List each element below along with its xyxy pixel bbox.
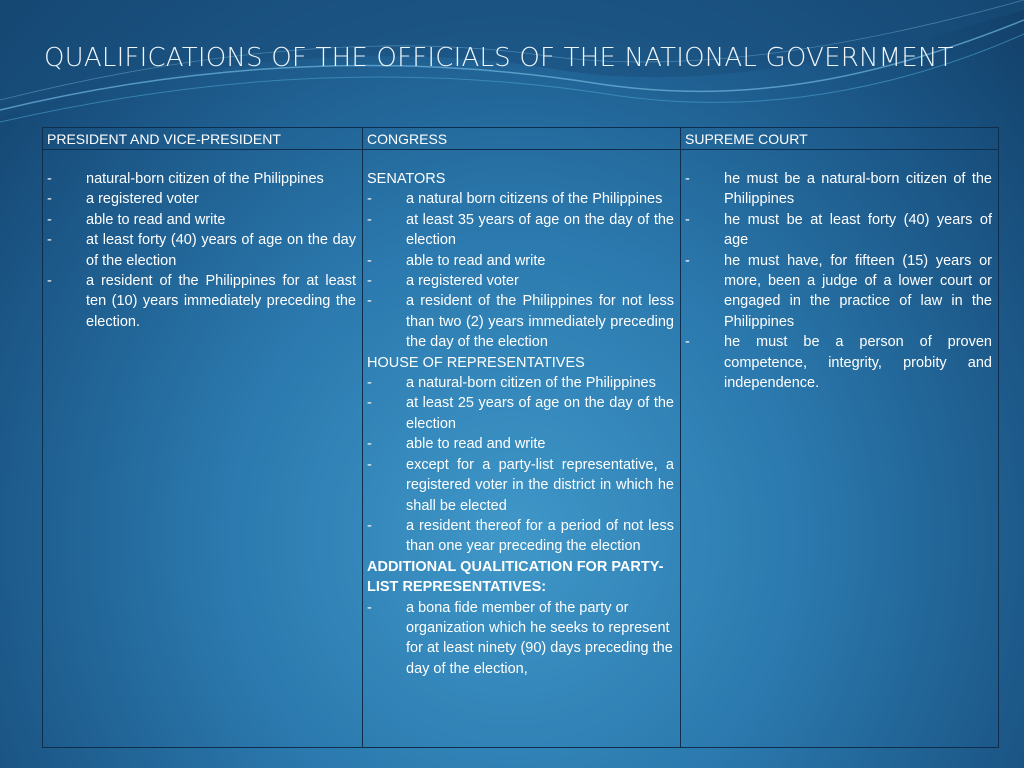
column-header-president: PRESIDENT AND VICE-PRESIDENT [43, 128, 363, 150]
additional-qualification-heading: ADDITIONAL QUALITICATION FOR PARTY-LIST REPRESENTATIVES: [367, 558, 664, 596]
house-heading: HOUSE OF REPRESENTATIVES [367, 354, 585, 371]
page-title: QUALIFICATIONS OF THE OFFICIALS OF THE NATIONAL GOVERNMENT [44, 43, 954, 73]
president-column [43, 150, 363, 747]
list-item: - a resident of the Philippines for at least ten (10) years immediately preceding the election. [47, 273, 356, 330]
list-item: - except for a party-list representative, a registered voter in the district in which he shall be elected [367, 456, 674, 514]
supreme-court-column [681, 150, 998, 747]
list-item: - a natural-born citizen of the Philippines [367, 375, 656, 392]
column-header-congress: CONGRESS [363, 128, 681, 150]
list-item: - he must have, for fifteen (15) years or more, been a judge of a lower court or engaged in the practice of law in the Philippines [685, 252, 992, 330]
list-item: - a natural born citizens of the Philippines [367, 191, 663, 208]
list-item: - at least forty (40) years of age on the day of the election [47, 232, 356, 269]
list-item: - a registered voter [47, 191, 199, 208]
list-item: - at least 35 years of age on the day of the election [367, 211, 674, 249]
congress-column [363, 150, 681, 747]
list-item: - he must be a person of proven competence, integrity, probity and independence. [685, 334, 992, 392]
list-item: - a resident of the Philippines for not less than two (2) years immediately preceding the day of the election [367, 293, 674, 351]
list-item: - able to read and write [367, 252, 546, 269]
list-item: - a registered voter [367, 273, 519, 290]
qualifications-table [42, 127, 999, 748]
list-item: - natural-born citizen of the Philippines [47, 171, 324, 187]
list-item: - he must be at least forty (40) years of age [685, 211, 992, 249]
list-item: - at least 25 years of age on the day of the election [367, 395, 674, 432]
list-item: - able to read and write [47, 211, 226, 228]
senators-heading: SENATORS [367, 171, 446, 187]
list-item: - he must be a natural-born citizen of the Philippines [685, 171, 992, 208]
list-item: - able to read and write [367, 436, 546, 453]
list-item: - a bona fide member of the party or organization which he seeks to represent for at least ninety (90) days preceding the day of the election, [367, 599, 673, 677]
column-header-supreme-court: SUPREME COURT [681, 128, 998, 150]
list-item: - a resident thereof for a period of not less than one year preceding the election [367, 517, 674, 555]
